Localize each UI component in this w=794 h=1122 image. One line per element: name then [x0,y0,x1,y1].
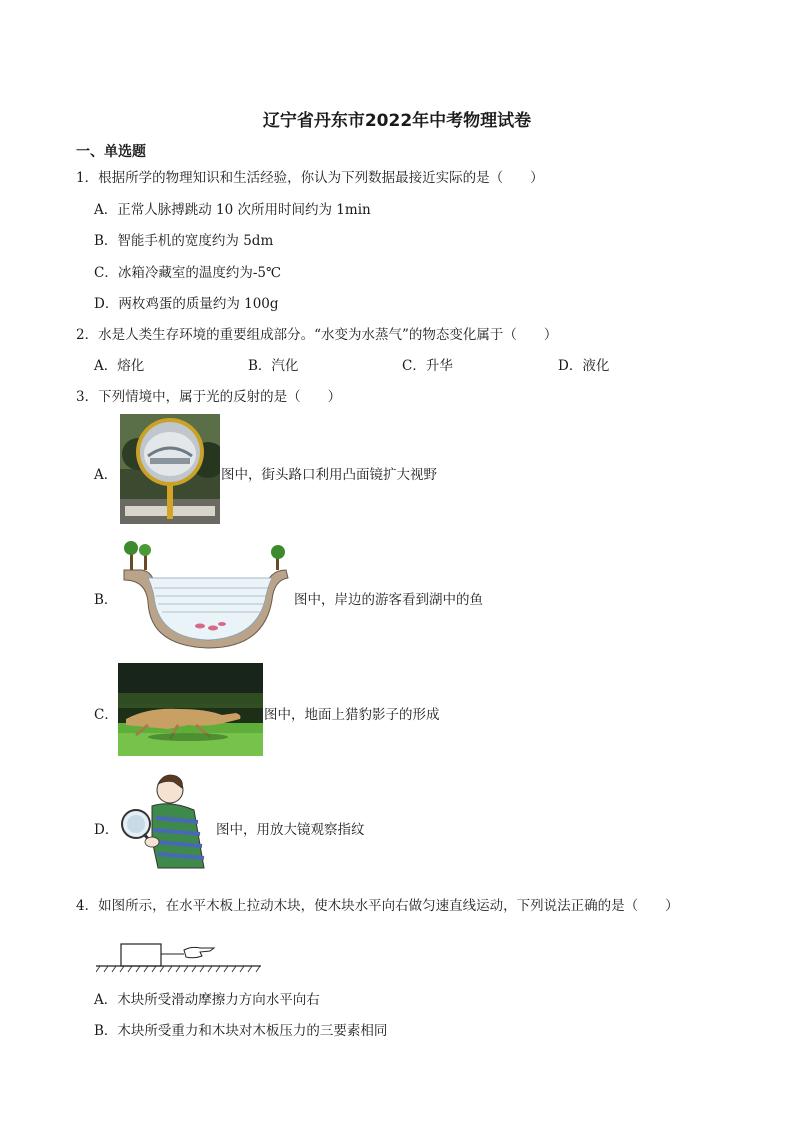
page-title: 辽宁省丹东市2022年中考物理试卷 [262,111,532,131]
question-2-option-c: C．升华 [402,358,453,374]
question-1-option-a: A．正常人脉搏跳动 10 次所用时间约为 1min [94,202,371,218]
question-4-option-a: A．木块所受滑动摩擦力方向水平向右 [94,992,320,1008]
question-3-option-c-text: 图中，地面上猎豹影子的形成 [264,707,440,723]
question-2-option-b: B．汽化 [248,358,299,374]
section-heading: 一、单选题 [76,144,146,160]
question-3-option-a-label: A． [94,467,118,483]
convex-mirror-photo [120,414,220,524]
question-1-option-b: B．智能手机的宽度约为 5dm [94,233,274,249]
question-2-option-a: A．熔化 [94,358,145,374]
question-3-option-c-label: C． [94,707,118,723]
question-1-stem: 1．根据所学的物理知识和生活经验，你认为下列数据最接近实际的是（ ） [76,170,544,186]
question-3-option-b-text: 图中，岸边的游客看到湖中的鱼 [294,592,483,608]
question-1-option-d: D．两枚鸡蛋的质量约为 100g [94,296,279,312]
question-2-stem: 2．水是人类生存环境的重要组成部分。“水变为水蒸气”的物态变化属于（ ） [76,327,558,343]
question-4-stem: 4．如图所示，在水平木板上拉动木块，使木块水平向右做匀速直线运动，下列说法正确的是（ ） [76,898,679,914]
wooden-block-diagram [96,934,264,974]
question-3-option-d-text: 图中，用放大镜观察指纹 [216,822,365,838]
question-3-option-a-text: 图中，街头路口利用凸面镜扩大视野 [221,467,437,483]
magnifier-drawing [118,770,216,870]
question-1-option-c: C．冰箱冷藏室的温度约为-5℃ [94,265,282,281]
question-3-stem: 3．下列情境中，属于光的反射的是（ ） [76,389,342,405]
question-3-option-b-label: B． [94,592,118,608]
question-3-option-d-label: D． [94,822,119,838]
cheetah-photo [118,663,263,756]
question-2-option-d: D．液化 [558,358,610,374]
question-4-option-b: B．木块所受重力和木块对木板压力的三要素相同 [94,1023,388,1039]
lake-diagram [118,540,293,650]
